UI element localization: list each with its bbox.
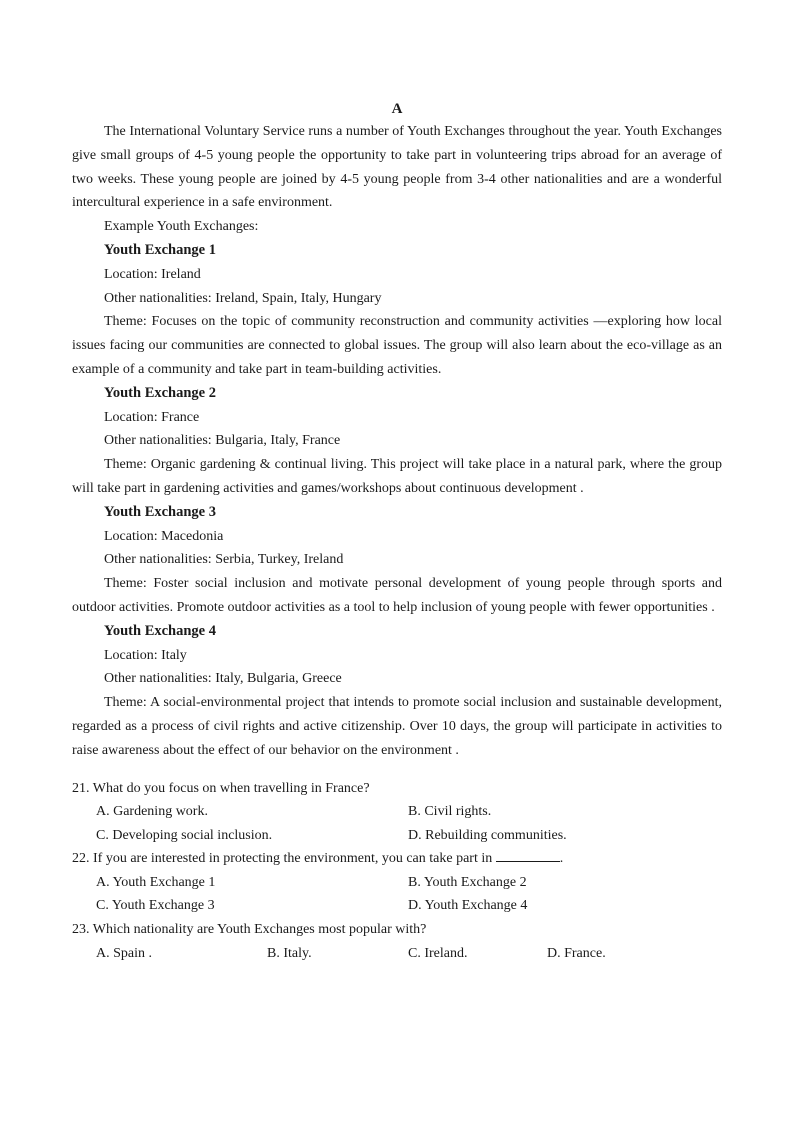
question-21-options-row-2 — [72, 824, 722, 848]
question-21-options — [72, 800, 722, 824]
exchange-4-nationalities: Other nationalities: Italy, Bulgaria, Greece — [104, 671, 342, 687]
exchange-3-nationalities: Other nationalities: Serbia, Turkey, Ireland — [104, 552, 344, 568]
question-23-option-b: B. Italy. — [267, 945, 312, 961]
exchange-1-title: Youth Exchange 1 — [104, 241, 216, 258]
passage-label: A — [391, 101, 403, 117]
question-22-options — [72, 871, 722, 895]
question-23-stem: 23. Which nationality are Youth Exchanges most popular with? — [72, 922, 427, 938]
question-21-option-d: D. Rebuilding communities. — [408, 827, 567, 843]
intro-paragraph: The International Voluntary Service runs a number of Youth Exchanges throughout the year. Youth Exchanges give small groups of 4-5 young people the opportunity to take part in volunteering trips abroad for an average of two weeks. These young people are joined by 4-5 young people from 3-4 other nationalities and are a wonderful intercultural experience in a safe environment. — [72, 124, 722, 211]
question-22-option-b: B. Youth Exchange 2 — [408, 874, 527, 890]
exchange-4-theme: Theme: A social-environmental project that intends to promote social inclusion and sustainable development, regarded as a process of civil rights and active citizenship. Over 10 days, the group will participate in activities to raise awareness about the effect of our behavior on the environment . — [72, 695, 722, 758]
exchange-1-nationalities: Other nationalities: Ireland, Spain, Italy, Hungary — [104, 290, 382, 306]
question-23-option-d: D. France. — [547, 945, 606, 961]
exchange-2-theme: Theme: Organic gardening & continual living. This project will take place in a natural park, where the group will take part in gardening activities and games/workshops about continuous development . — [72, 457, 722, 496]
question-22-option-d: D. Youth Exchange 4 — [408, 898, 528, 914]
question-22-options-row-2 — [72, 894, 722, 918]
exchange-1-location: Location: Ireland — [104, 266, 201, 282]
exchange-3-theme: Theme: Foster social inclusion and motivate personal development of young people through sports and outdoor activities. Promote outdoor activities as a tool to help inclusion of young people with fewer opportunities . — [72, 576, 722, 615]
answer-blank — [496, 847, 560, 862]
exchange-4-title: Youth Exchange 4 — [104, 622, 216, 639]
question-22-stem-line — [72, 847, 722, 871]
question-23-options — [72, 942, 722, 966]
document-page — [72, 98, 722, 965]
exchange-2-nationalities: Other nationalities: Bulgaria, Italy, France — [104, 433, 341, 449]
exchange-3-location: Location: Macedonia — [104, 528, 224, 544]
question-23-option-c: C. Ireland. — [408, 945, 468, 961]
question-21-stem: 21. What do you focus on when travelling in France? — [72, 780, 370, 796]
question-21-option-a: A. Gardening work. — [96, 804, 208, 820]
exchange-4-location: Location: Italy — [104, 647, 187, 663]
question-22-option-c: C. Youth Exchange 3 — [96, 898, 215, 914]
question-21-option-b: B. Civil rights. — [408, 804, 492, 820]
question-23-option-a: A. Spain . — [96, 945, 152, 961]
exchange-2-location: Location: France — [104, 409, 200, 425]
question-22-stem: 22. If you are interested in protecting the environment, you can take part in — [72, 851, 493, 867]
question-22-stem-end: . — [559, 851, 564, 867]
question-22-option-a: A. Youth Exchange 1 — [96, 874, 216, 890]
exchange-1-theme: Theme: Focuses on the topic of community reconstruction and community activities —exploring how local issues facing our communities are connected to global issues. The group will also learn about the eco-village as an example of a community and take part in team-building activities. — [72, 314, 722, 377]
exchange-3-title: Youth Exchange 3 — [104, 503, 216, 520]
examples-label: Example Youth Exchanges: — [104, 219, 259, 235]
question-21-option-c: C. Developing social inclusion. — [96, 827, 273, 843]
exchange-2-title: Youth Exchange 2 — [104, 384, 216, 401]
